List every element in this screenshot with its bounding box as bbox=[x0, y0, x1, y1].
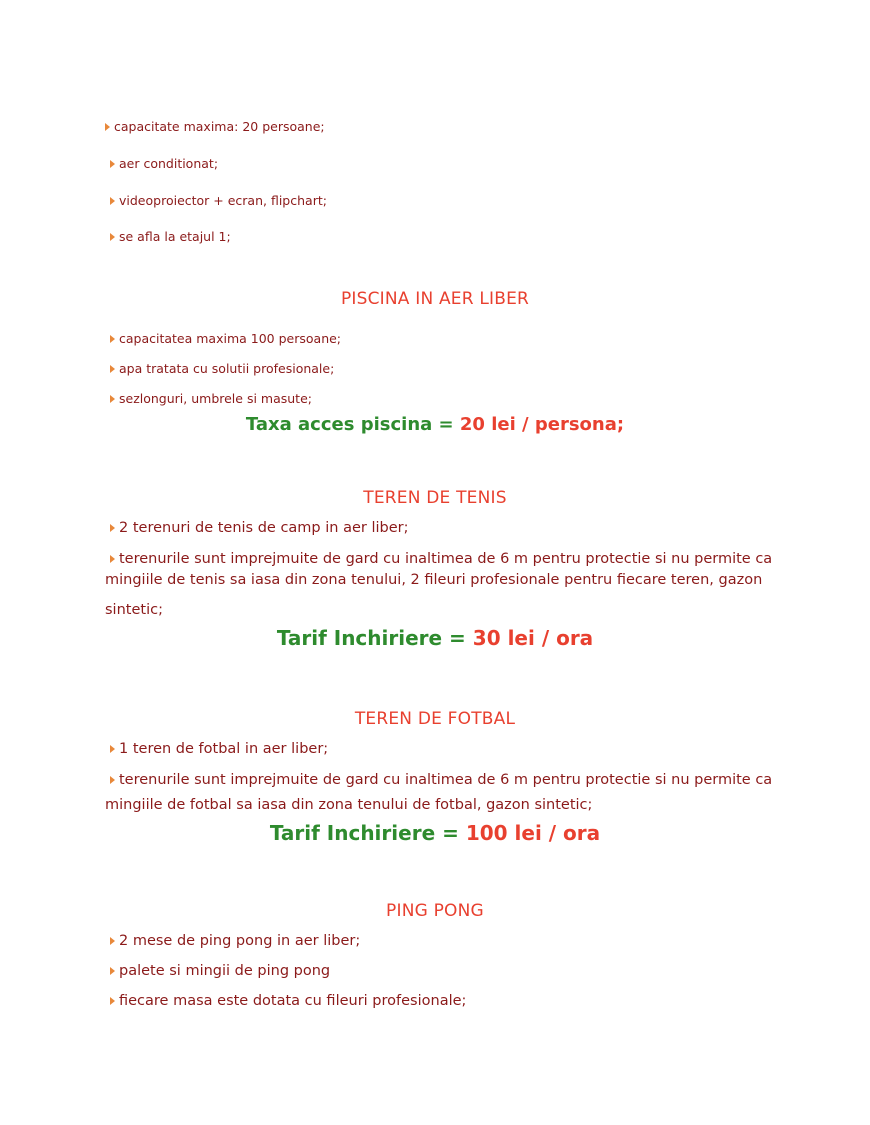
list-item: aer conditionat; bbox=[110, 156, 218, 171]
bullet-arrow-icon bbox=[110, 160, 115, 168]
bullet-arrow-icon bbox=[110, 937, 115, 945]
bullet-arrow-icon bbox=[110, 524, 115, 532]
list-item: se afla la etajul 1; bbox=[110, 229, 231, 244]
list-item-continuation: mingiile de fotbal sa iasa din zona tenului de fotbal, gazon sintetic; bbox=[105, 797, 593, 813]
list-item: palete si mingii de ping pong bbox=[110, 963, 330, 979]
price-line-pool bbox=[0, 414, 870, 435]
list-item: 2 terenuri de tenis de camp in aer liber; bbox=[110, 520, 408, 536]
price-label: Taxa acces piscina = bbox=[245, 414, 460, 435]
bullet-arrow-icon bbox=[110, 335, 115, 343]
bullet-arrow-icon bbox=[110, 776, 115, 784]
list-item: sezlonguri, umbrele si masute; bbox=[110, 391, 312, 406]
price-line-tennis bbox=[0, 626, 870, 650]
list-item-continuation: mingiile de tenis sa iasa din zona tenului, 2 fileuri profesionale pentru fiecare teren, gazon bbox=[105, 572, 763, 588]
list-item: terenurile sunt imprejmuite de gard cu inaltimea de 6 m pentru protectie si nu permite ca bbox=[110, 772, 772, 788]
price-value: 20 lei / persona; bbox=[459, 414, 625, 435]
price-value: 100 lei / ora bbox=[465, 821, 601, 845]
section-heading-pingpong: PING PONG bbox=[386, 901, 484, 921]
section-heading-tennis: TEREN DE TENIS bbox=[363, 488, 507, 508]
list-item: capacitate maxima: 20 persoane; bbox=[105, 119, 325, 134]
bullet-arrow-icon bbox=[110, 745, 115, 753]
list-item: terenurile sunt imprejmuite de gard cu inaltimea de 6 m pentru protectie si nu permite ca bbox=[110, 551, 772, 567]
bullet-arrow-icon bbox=[110, 997, 115, 1005]
list-item-continuation: sintetic; bbox=[105, 602, 163, 618]
list-item: 2 mese de ping pong in aer liber; bbox=[110, 933, 360, 949]
bullet-arrow-icon bbox=[110, 395, 115, 403]
price-label: Tarif Inchiriere = bbox=[276, 626, 473, 650]
price-label: Tarif Inchiriere = bbox=[269, 821, 466, 845]
section-heading-football: TEREN DE FOTBAL bbox=[354, 709, 516, 729]
bullet-arrow-icon bbox=[110, 555, 115, 563]
price-line-football bbox=[0, 821, 870, 845]
bullet-arrow-icon bbox=[110, 967, 115, 975]
list-item: capacitatea maxima 100 persoane; bbox=[110, 331, 341, 346]
list-item: videoproiector + ecran, flipchart; bbox=[110, 193, 327, 208]
bullet-arrow-icon bbox=[105, 123, 110, 131]
bullet-arrow-icon bbox=[110, 233, 115, 241]
list-item: 1 teren de fotbal in aer liber; bbox=[110, 741, 328, 757]
bullet-arrow-icon bbox=[110, 365, 115, 373]
list-item: apa tratata cu solutii profesionale; bbox=[110, 361, 334, 376]
bullet-arrow-icon bbox=[110, 197, 115, 205]
list-item: fiecare masa este dotata cu fileuri profesionale; bbox=[110, 993, 466, 1009]
price-value: 30 lei / ora bbox=[472, 626, 594, 650]
section-heading-pool: PISCINA IN AER LIBER bbox=[340, 289, 530, 309]
